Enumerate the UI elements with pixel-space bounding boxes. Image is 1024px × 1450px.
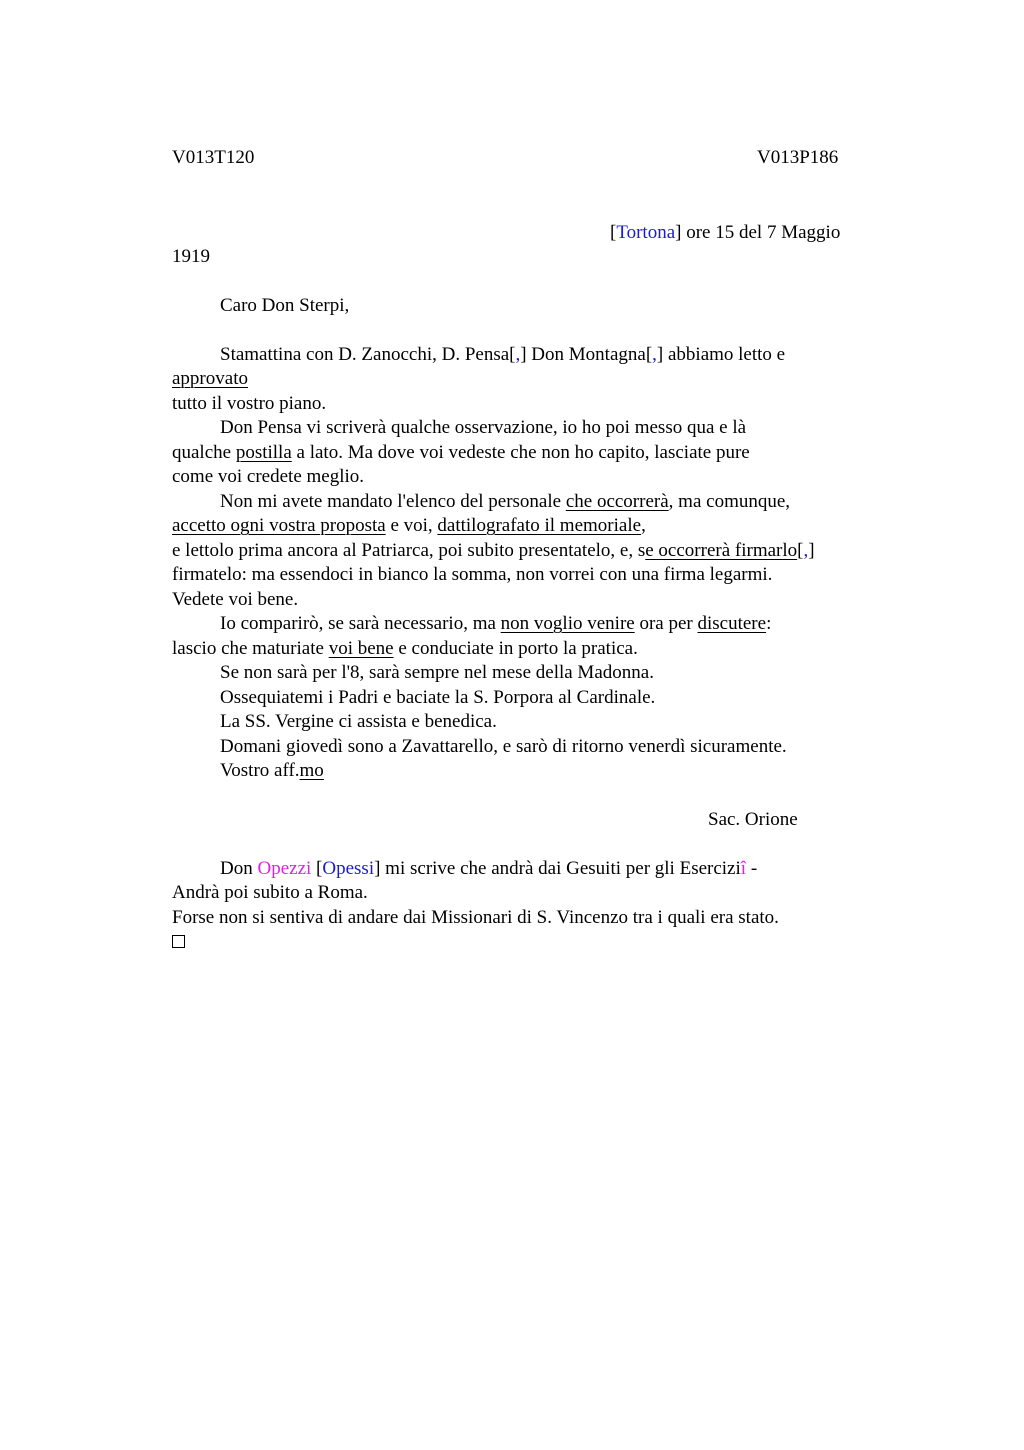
paragraph-line: accetto ogni vostra proposta e voi, dattilografato il memoriale, <box>172 515 646 536</box>
paragraph-line: La SS. Vergine ci assista e benedica. <box>220 711 497 732</box>
paragraph-line: qualche postilla a lato. Ma dove voi vedeste che non ho capito, lasciate pure <box>172 442 750 463</box>
place-name: Tortona <box>616 222 676 243</box>
paragraph-line: approvato <box>172 368 248 389</box>
paragraph-line: firmatelo: ma essendoci in bianco la somma, non vorrei con una firma legarmi. <box>172 564 773 585</box>
postscript-line: Don Opezzi [Opessi] mi scrive che andrà dai Gesuiti per gli Eserciziî - <box>220 858 758 879</box>
paragraph-line: Stamattina con D. Zanocchi, D. Pensa[,] Don Montagna[,] abbiamo letto e <box>220 344 786 365</box>
paragraph-line: come voi credete meglio. <box>172 466 365 487</box>
archive-code-right: V013P186 <box>757 147 839 168</box>
paragraph-line: Se non sarà per l'8, sarà sempre nel mese della Madonna. <box>220 662 654 683</box>
paragraph-line: Don Pensa vi scriverà qualche osservazione, io ho poi messo qua e là <box>220 417 747 438</box>
postscript-line: Forse non si sentiva di andare dai Missionari di S. Vincenzo tra i quali era stato. <box>172 907 779 928</box>
closing-line: Vostro aff.mo <box>220 760 324 781</box>
paragraph-line: Ossequiatemi i Padri e baciate la S. Porpora al Cardinale. <box>220 687 656 708</box>
end-box-icon <box>172 930 185 955</box>
paragraph-line: e lettolo prima ancora al Patriarca, poi subito presentatelo, e, se occorrerà firmarlo[,] <box>172 540 815 561</box>
salutation: Caro Don Sterpi, <box>220 295 350 316</box>
paragraph-line: tutto il vostro piano. <box>172 393 327 414</box>
paragraph-line: lascio che maturiate voi bene e conduciate in porto la pratica. <box>172 638 638 659</box>
paragraph-line: Non mi avete mandato l'elenco del personale che occorrerà, ma comunque, <box>220 491 791 512</box>
postscript-line: Andrà poi subito a Roma. <box>172 882 368 903</box>
archive-code-left: V013T120 <box>172 147 255 168</box>
paragraph-line: Domani giovedì sono a Zavattarello, e sarò di ritorno venerdì sicuramente. <box>220 736 787 757</box>
letter-page <box>172 0 872 1450</box>
signature: Sac. Orione <box>708 809 798 830</box>
paragraph-line: Vedete voi bene. <box>172 589 299 610</box>
paragraph-line: Io comparirò, se sarà necessario, ma non voglio venire ora per discutere: <box>220 613 772 634</box>
date-year: 1919 <box>172 246 210 267</box>
dateline: [Tortona] ore 15 del 7 Maggio <box>610 222 841 243</box>
